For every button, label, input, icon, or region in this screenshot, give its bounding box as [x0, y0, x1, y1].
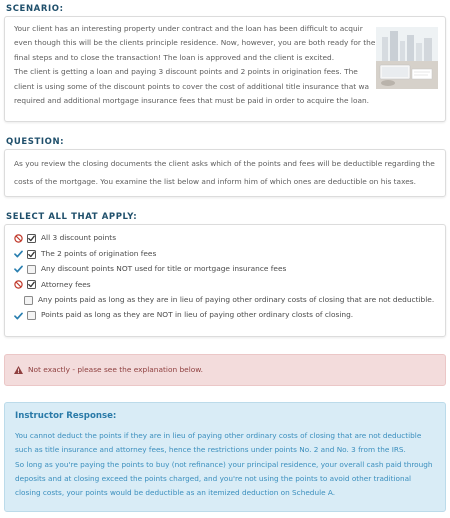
instructor-response-panel: [4, 402, 446, 512]
question-line: costs of the mortgage. You examine the list below and inform him of which ones are deductible on his taxes.: [14, 177, 416, 186]
question-text: [14, 155, 436, 191]
checkbox[interactable]: [24, 296, 33, 305]
options-list: [12, 231, 438, 323]
answer-option[interactable]: [12, 231, 438, 246]
option-label: Points paid as long as they are NOT in lieu of paying other ordinary closts of closing.: [41, 310, 354, 320]
answer-option[interactable]: [12, 277, 438, 292]
question-line: As you review the closing documents the client asks which of the points and fees will be deductible regarding the: [14, 159, 435, 168]
options-panel: [4, 224, 446, 337]
answer-option[interactable]: [12, 262, 438, 277]
checkbox[interactable]: [27, 265, 36, 274]
answer-option[interactable]: [12, 308, 438, 323]
option-label: All 3 discount points: [41, 233, 117, 243]
warning-icon: [14, 366, 23, 374]
scenario-line: required and additional mortgage insurance fees that must be paid in order to acquire the loan.: [14, 96, 370, 106]
options-heading: SELECT ALL THAT APPLY:: [6, 212, 138, 222]
checkmark-icon: [28, 235, 35, 242]
scenario-line: client is using some of the discount points to cover the cost of additional title insurance that wa: [14, 81, 370, 91]
instructor-text: [15, 429, 435, 500]
correct-check-icon: [12, 248, 24, 260]
feedback-text: Not exactly - please see the explanation below.: [28, 364, 204, 374]
checkmark-icon: [28, 281, 35, 288]
scenario-panel: [4, 16, 446, 122]
checkmark-icon: [28, 251, 35, 258]
option-label: The 2 points of origination fees: [41, 248, 157, 258]
checkbox-checked[interactable]: [27, 280, 36, 289]
scenario-line: final steps and to close the transaction! The loan is approved and the client is excited.: [14, 52, 335, 62]
checkbox-checked[interactable]: [27, 250, 36, 259]
instructor-line: deposits and at closing exceed the points charged, and you're not using the points to avoid other traditional: [15, 473, 412, 483]
incorrect-icon: [12, 233, 24, 245]
instructor-line: You cannot deduct the points if they are in lieu of paying other ordinary costs of closing that are not deductible: [15, 431, 422, 440]
incorrect-icon: [12, 279, 24, 291]
checkbox[interactable]: [27, 311, 36, 320]
scenario-heading: SCENARIO:: [6, 4, 64, 14]
correct-check-icon: [12, 263, 24, 275]
answer-option[interactable]: [12, 246, 438, 261]
answer-option[interactable]: [12, 293, 438, 308]
question-panel: [4, 149, 446, 197]
instructor-line: closing costs, your points would be deductible as an itemized deduction on Schedule A.: [15, 488, 336, 498]
scenario-line: The client is getting a loan and paying 3 discount points and 2 points in origination fees. The: [14, 67, 358, 77]
instructor-line: So long as you're paying the points to buy (not refinance) your principal residence, your overall cash paid through: [15, 459, 433, 469]
correct-check-icon: [12, 310, 24, 322]
scenario-line: even though this will be the clients principle residence. Now, however, you are both ready for the: [14, 38, 376, 48]
option-label: Attorney fees: [41, 279, 91, 289]
option-label: Any points paid as long as they are in lieu of paying other ordinary costs of closing that are not deductible.: [38, 295, 435, 304]
question-heading: QUESTION:: [6, 137, 65, 147]
scenario-text: [14, 22, 437, 108]
instructor-line: such as title insurance and attorney fees, hence the restrictions under points No. 2 and No. 3 from the IRS.: [15, 445, 406, 455]
scenario-illustration: [376, 27, 438, 89]
feedback-alert: [4, 354, 446, 386]
instructor-title: Instructor Response:: [15, 411, 117, 421]
scenario-line: Your client has an interesting property under contract and the loan has been difficult to acquir: [14, 24, 363, 33]
option-label: Any discount points NOT used for title or mortgage insurance fees: [41, 264, 287, 274]
checkbox-checked[interactable]: [27, 234, 36, 243]
